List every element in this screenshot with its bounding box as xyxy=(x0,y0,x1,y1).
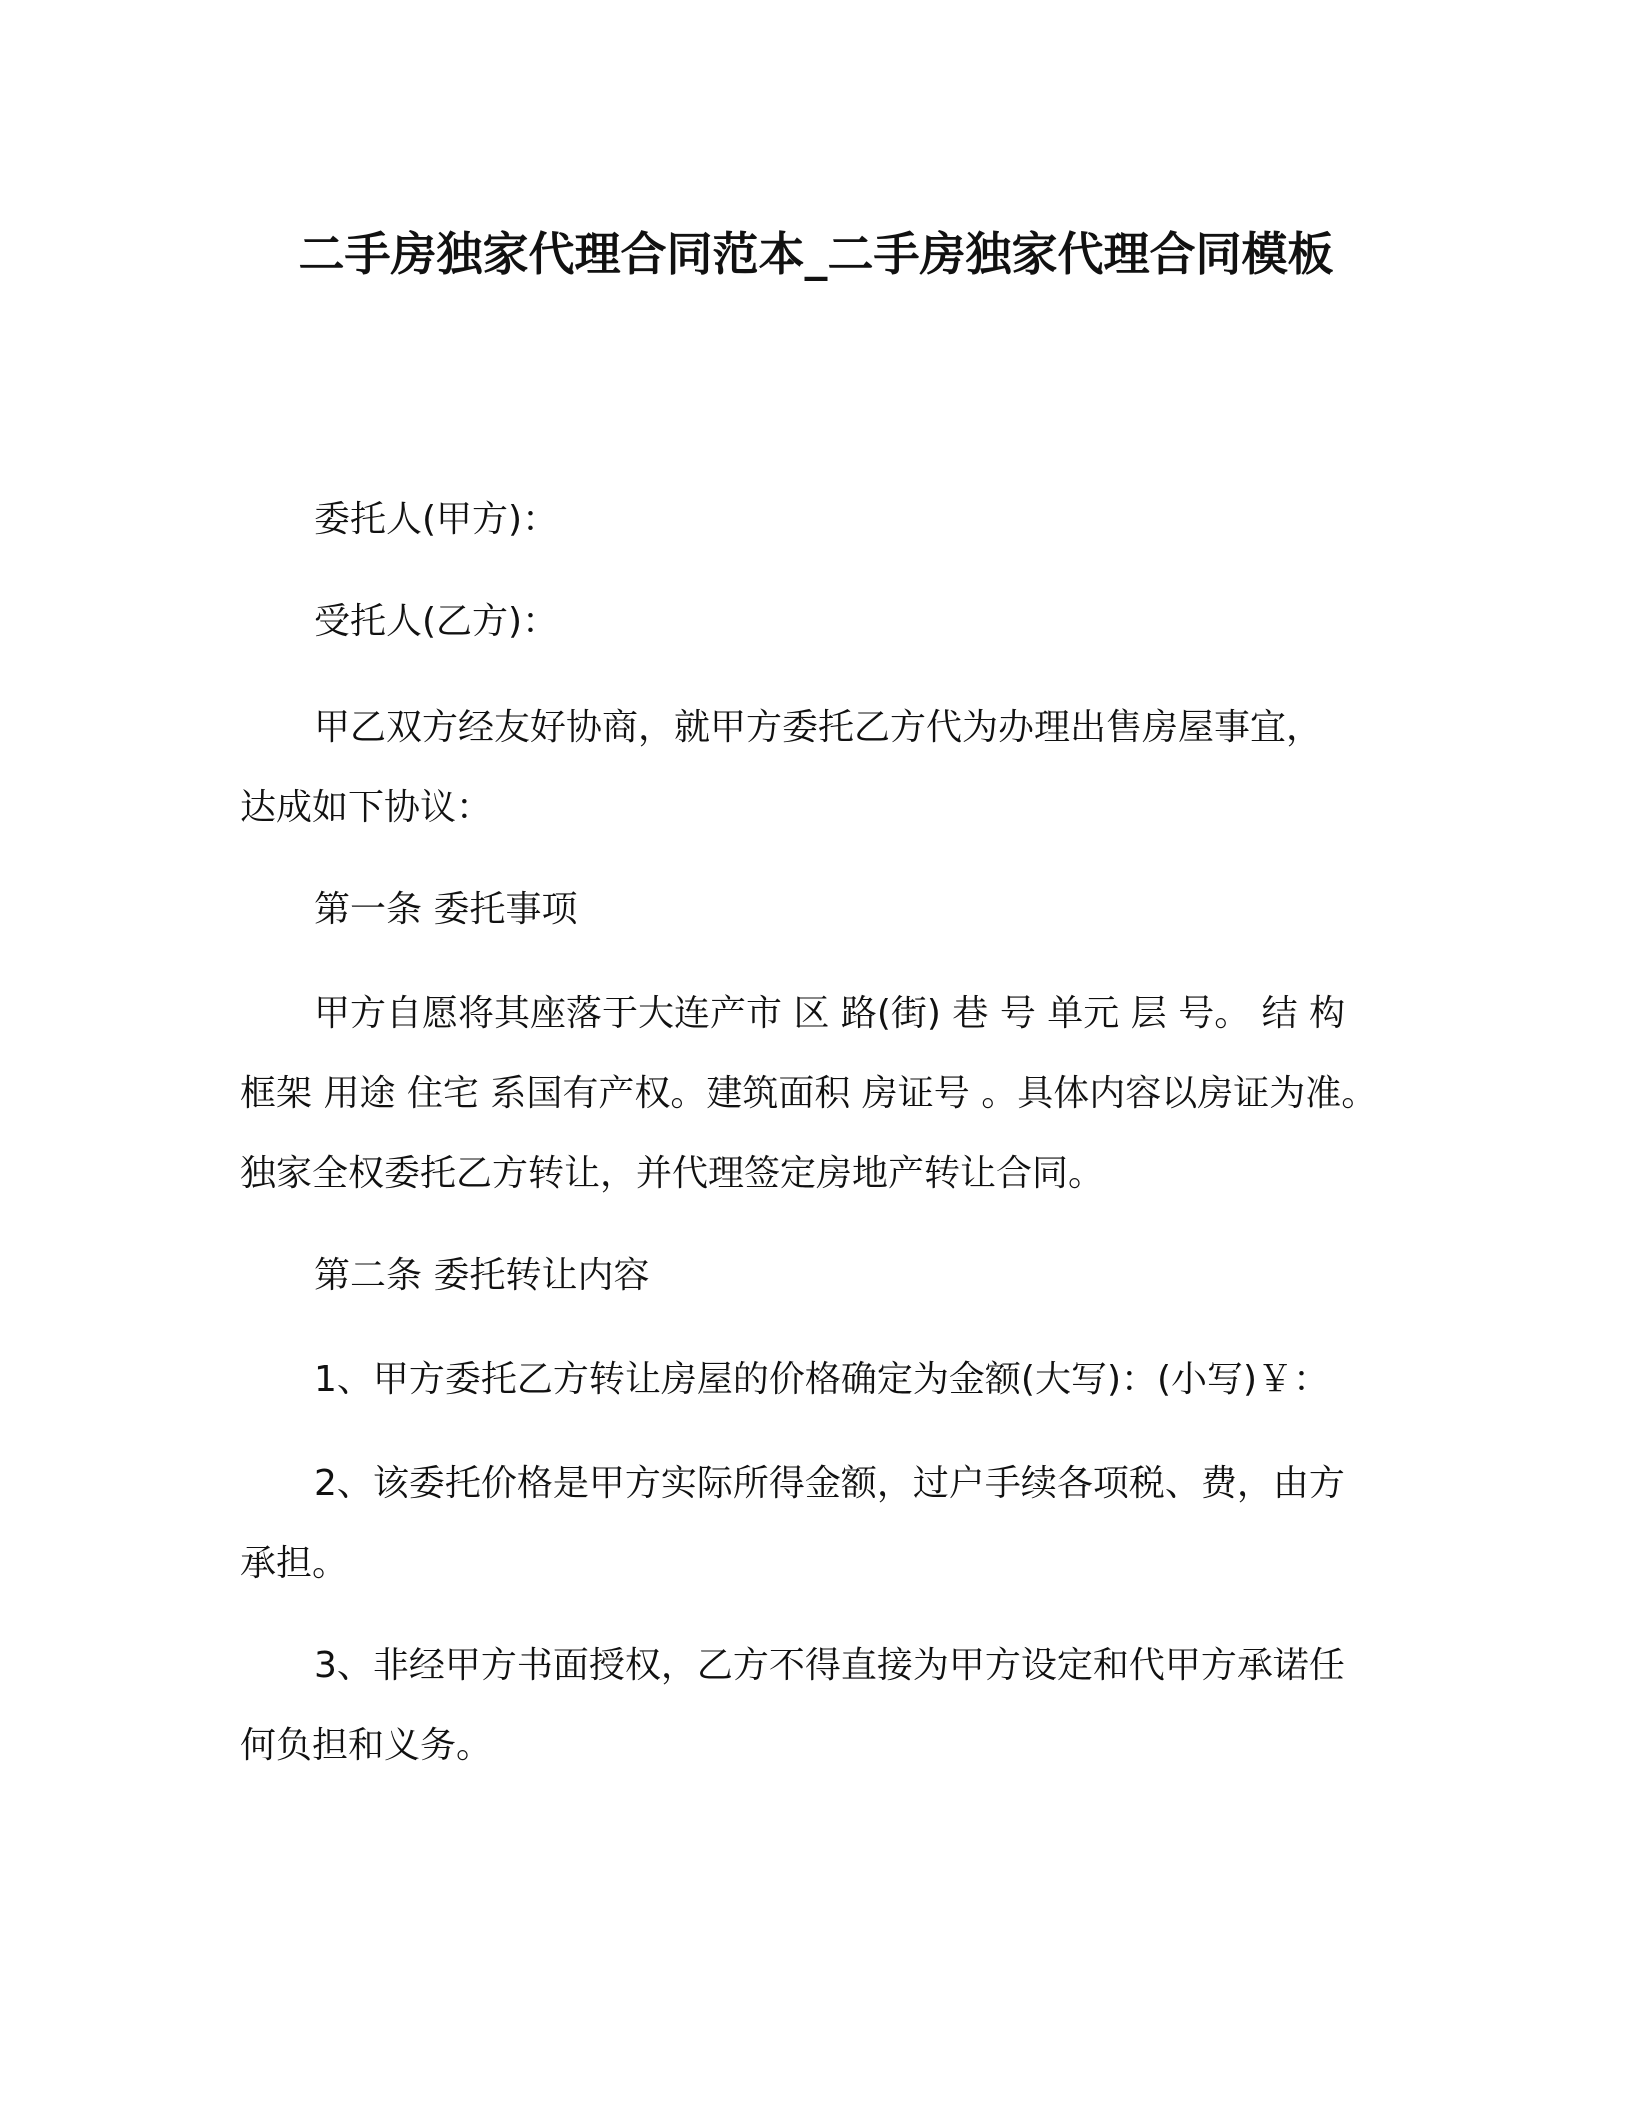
intro-line-2: 达成如下协议： xyxy=(240,787,493,828)
intro-line-1: 甲乙双方经友好协商，就甲方委托乙方代为办理出售房屋事宜， xyxy=(314,707,1323,748)
article-1-line-1: 甲方自愿将其座落于大连产市 区 路(街) 巷 号 单元 层 号。 结 构 xyxy=(314,993,1346,1034)
article-2-item-3-line-2: 何负担和义务。 xyxy=(240,1725,493,1766)
article-1-heading: 第一条 委托事项 xyxy=(314,889,578,930)
party-b-label: 受托人(乙方)： xyxy=(314,601,559,642)
article-1-line-3: 独家全权委托乙方转让，并代理签定房地产转让合同。 xyxy=(240,1153,1105,1194)
party-a-label: 委托人(甲方)： xyxy=(314,499,559,540)
article-2-item-2-line-2: 承担。 xyxy=(240,1543,349,1584)
article-2-item-2-line-1: 2、该委托价格是甲方实际所得金额，过户手续各项税、费，由方 xyxy=(314,1463,1345,1504)
document-title: 二手房独家代理合同范本_二手房独家代理合同模板 xyxy=(298,227,1334,281)
article-2-item-1: 1、甲方委托乙方转让房屋的价格确定为金额(大写)：(小写)￥： xyxy=(314,1359,1330,1400)
article-2-item-3-line-1: 3、非经甲方书面授权，乙方不得直接为甲方设定和代甲方承诺任 xyxy=(314,1645,1345,1686)
article-1-line-2: 框架 用途 住宅 系国有产权。建筑面积 房证号 。具体内容以房证为准。 xyxy=(240,1073,1378,1114)
article-2-heading: 第二条 委托转让内容 xyxy=(314,1255,650,1296)
